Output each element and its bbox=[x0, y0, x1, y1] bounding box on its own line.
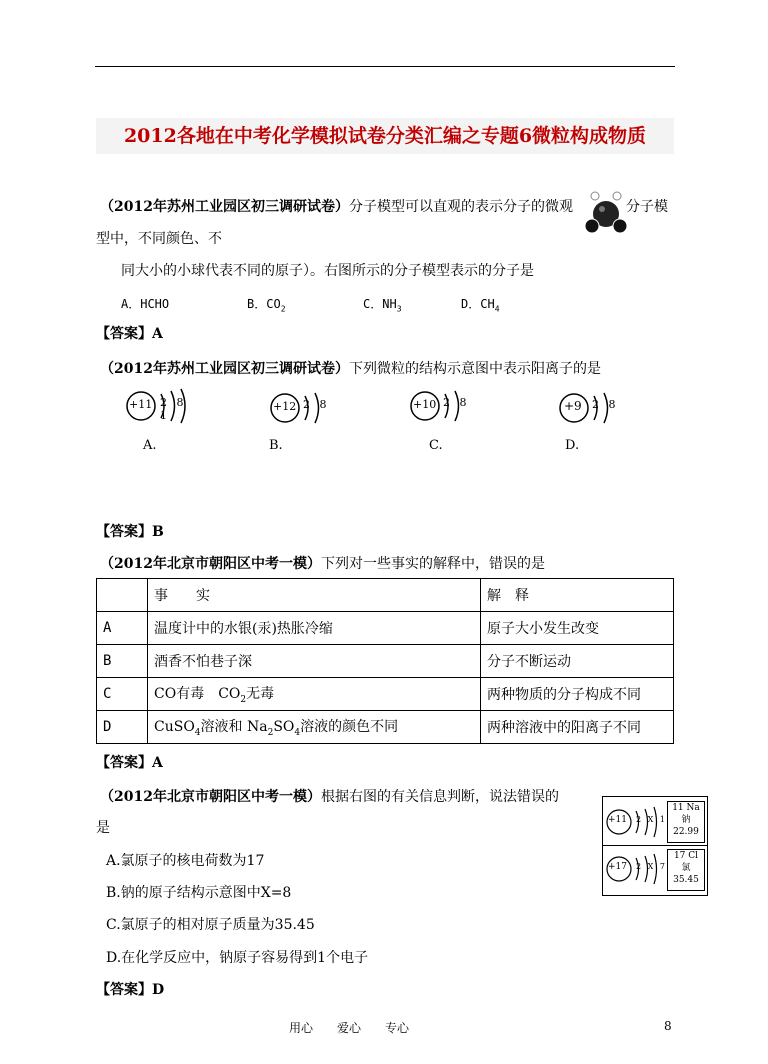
cl-nucleus: +17 bbox=[608, 862, 627, 872]
q4-option-d: D.在化学反应中，钠原子容易得到1个电子 bbox=[106, 950, 369, 966]
atom-b-nucleus: +12 bbox=[273, 400, 297, 413]
q2-answer: 【答案】B bbox=[96, 524, 164, 540]
row-key: C bbox=[97, 678, 148, 711]
q4-text1: 根据右图的有关信息判断，说法错误的 bbox=[320, 789, 559, 805]
table-row bbox=[97, 711, 674, 744]
row-explain: 两种物质的分子构成不同 bbox=[481, 678, 674, 711]
atom-b-shells: 2 8 bbox=[303, 398, 330, 411]
q3-source: （2012年北京市朝阳区中考一模） bbox=[100, 556, 321, 572]
atom-diagram-c bbox=[407, 388, 477, 458]
atom-a-label: A. bbox=[143, 438, 157, 453]
table-header-blank bbox=[97, 579, 148, 612]
q1-text1b: 分子模 bbox=[626, 199, 668, 215]
row-explain: 分子不断运动 bbox=[481, 645, 674, 678]
q4-option-a: A.氯原子的核电荷数为17 bbox=[106, 853, 265, 869]
header-rule bbox=[95, 66, 675, 67]
table-row bbox=[97, 612, 674, 645]
q2-line bbox=[100, 358, 601, 378]
q1-source: （2012年苏州工业园区初三调研试卷） bbox=[100, 199, 349, 215]
cl-element-card: 17 Cl 氯 35.45 bbox=[667, 849, 705, 891]
atom-b-label: B. bbox=[269, 438, 283, 453]
molecule-model-image bbox=[583, 188, 629, 240]
chlorine-panel bbox=[603, 846, 707, 895]
cl-shells: 2 X 7 bbox=[636, 862, 667, 871]
q4-option-b: B.钠的原子结构示意图中X=8 bbox=[106, 885, 292, 901]
q4-text2: 是 bbox=[96, 820, 110, 836]
q4-line1 bbox=[100, 786, 559, 806]
atom-a-shells: 2 8 1 bbox=[160, 396, 187, 422]
sodium-panel bbox=[603, 797, 707, 846]
row-fact: 酒香不怕巷子深 bbox=[148, 645, 481, 678]
row-fact: 温度计中的水银(汞)热胀冷缩 bbox=[148, 612, 481, 645]
na-nucleus: +11 bbox=[608, 815, 627, 825]
atom-diagram-d bbox=[556, 388, 626, 458]
q2-source: （2012年苏州工业园区初三调研试卷） bbox=[100, 361, 349, 377]
q1-text3: 同大小的小球代表不同的原子）。右图所示的分子模型表示的分子是 bbox=[121, 263, 534, 279]
q1-line1 bbox=[100, 196, 573, 216]
q3-line bbox=[100, 553, 545, 573]
table-header-fact: 事 实 bbox=[148, 579, 481, 612]
q2-text: 下列微粒的结构示意图中表示阳离子的是 bbox=[348, 361, 601, 377]
q1-text1: 分子模型可以直观的表示分子的微观 bbox=[348, 199, 573, 215]
row-fact: CO有毒 $CO_2$无毒 bbox=[148, 678, 481, 711]
atom-d-nucleus: +9 bbox=[564, 399, 582, 413]
footer-motto: 用心 爱心 专心 bbox=[289, 1021, 410, 1035]
row-explain: 原子大小发生改变 bbox=[481, 612, 674, 645]
atom-a-nucleus: +11 bbox=[129, 398, 153, 411]
row-fact: CuSO$_4$溶液和 $Na_2SO_4$溶液的颜色不同 bbox=[148, 711, 481, 744]
q1-option-a: A．HCHO bbox=[121, 297, 170, 311]
row-explain: 两种溶液中的阳离子不同 bbox=[481, 711, 674, 744]
facts-table bbox=[96, 578, 674, 744]
table-header-explain: 解 释 bbox=[481, 579, 674, 612]
page-number: 8 bbox=[664, 1019, 672, 1033]
atom-d-label: D. bbox=[565, 438, 580, 453]
na-shells: 2 X 1 bbox=[636, 815, 667, 824]
na-element-card: 11 Na 钠 22.99 bbox=[667, 801, 705, 843]
atom-diagram-b bbox=[267, 388, 337, 458]
atom-diagram-a bbox=[123, 388, 193, 458]
q4-option-c: C.氯原子的相对原子质量为35.45 bbox=[106, 917, 315, 933]
q1-option-d: D．$CH_4$ bbox=[461, 297, 500, 314]
page-title: 2012各地在中考化学模拟试卷分类汇编之专题6微粒构成物质 bbox=[96, 118, 674, 154]
table-row bbox=[97, 645, 674, 678]
q4-source: （2012年北京市朝阳区中考一模） bbox=[100, 789, 321, 805]
q3-text: 下列对一些事实的解释中，错误的是 bbox=[320, 556, 545, 572]
q4-answer: 【答案】D bbox=[96, 982, 165, 998]
q3-answer: 【答案】A bbox=[96, 755, 163, 771]
row-key: B bbox=[97, 645, 148, 678]
table-header-row bbox=[97, 579, 674, 612]
row-key: A bbox=[97, 612, 148, 645]
atom-c-nucleus: +10 bbox=[413, 398, 437, 411]
table-row bbox=[97, 678, 674, 711]
row-key: D bbox=[97, 711, 148, 744]
atom-c-shells: 2 8 bbox=[443, 396, 470, 409]
q1-option-c: C．$NH_3$ bbox=[363, 297, 402, 314]
q1-option-b: B．$CO_2$ bbox=[247, 297, 286, 314]
element-info-figure bbox=[602, 796, 708, 896]
atom-d-shells: 2 8 bbox=[592, 398, 619, 411]
q1-answer: 【答案】A bbox=[96, 326, 163, 342]
atom-c-label: C. bbox=[429, 438, 443, 453]
q1-text2: 型中，不同颜色、不 bbox=[96, 231, 222, 247]
